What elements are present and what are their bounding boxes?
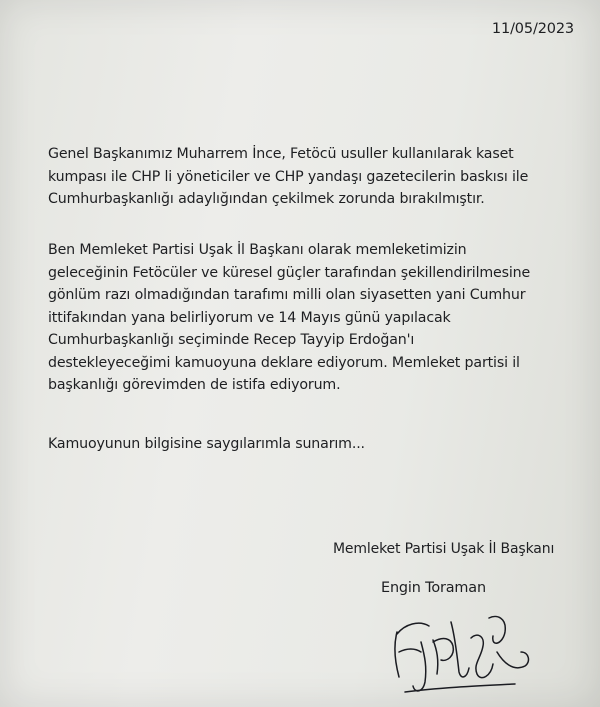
text-line: Kamuoyunun bilgisine saygılarımla sunarım...	[48, 436, 365, 452]
text-line: Cumhurbaşkanlığı adaylığından çekilmek zorunda bırakılmıştır.	[48, 191, 485, 207]
signer-name: Engin Toraman	[381, 580, 486, 596]
text-line: Cumhurbaşkanlığı seçiminde Recep Tayyip Erdoğan'ı	[48, 332, 415, 348]
paragraph-statement	[48, 239, 530, 397]
paragraph-withdrawal	[48, 143, 528, 211]
text-line: Genel Başkanımız Muharrem İnce, Fetöcü usuller kullanılarak kaset	[48, 146, 514, 162]
letter-date: 11/05/2023	[491, 21, 574, 37]
text-line: destekleyeceğimi kamuoyuna deklare ediyorum. Memleket partisi il	[48, 354, 520, 371]
text-line: ittifakından yana belirliyorum ve 14 Mayıs günü yapılacak	[48, 309, 451, 326]
text-line: Ben Memleket Partisi Uşak İl Başkanı olarak memleketimizin	[48, 242, 467, 258]
text-line: gönlüm razı olmadığından tarafımı milli olan siyasetten yani Cumhur	[48, 287, 526, 303]
paragraph-closing-remark	[48, 433, 365, 456]
closing-title: Memleket Partisi Uşak İl Başkanı	[333, 541, 555, 557]
text-line: kumpası ile CHP li yöneticiler ve CHP yandaşı gazetecilerin baskısı ile	[48, 168, 529, 185]
text-line: geleceğinin Fetöcüler ve küresel güçler tarafından şekillendirilmesine	[48, 264, 531, 281]
text-line: başkanlığı görevimden de istifa ediyorum.	[48, 377, 341, 393]
handwritten-signature	[385, 602, 535, 702]
